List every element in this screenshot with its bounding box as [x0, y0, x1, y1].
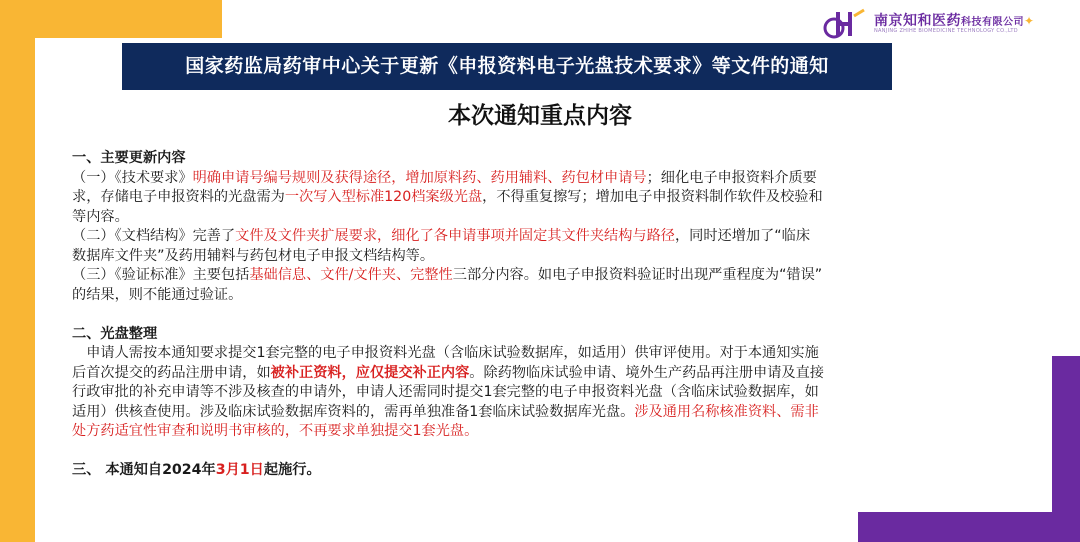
- section-3-effective-date: 三、 本通知自2024年3月1日起施行。: [72, 462, 321, 478]
- section-1-para-1-end: 等内容。: [72, 208, 129, 225]
- section-1-para-2-end: 数据库文件夹”及药用辅料与药包材电子申报文档结构等。: [72, 247, 435, 264]
- section-2-line-5: 处方药适宜性审查和说明书审核的，不再要求单独提交1套光盘。: [72, 423, 479, 439]
- section-2-line-4: 适用）供核查使用。涉及临床试验数据库资料的，需再单独准备1套临床试验数据库光盘。涉及通用名称核准资料、需非: [72, 403, 819, 420]
- section-1-para-2: （二）《文档结构》完善了文件及文件夹扩展要求，细化了各申请事项并固定其文件夹结构与路径，同时还增加了“临床: [72, 228, 811, 244]
- section-2-line-3: 行政审批的补充申请等不涉及核查的申请外，申请人还需同时提交1套完整的电子申报资料光盘（含临床试验数据库，如: [72, 384, 819, 400]
- orange-side-bar: [0, 0, 35, 542]
- logo-text: 南京知和医药科技有限公司✦: [874, 13, 1035, 29]
- sparkle-icon: ✦: [1024, 14, 1035, 28]
- section-2-line-1: 申请人需按本通知要求提交1套完整的电子申报资料光盘（含临床试验数据库，如适用）供审评使用。对于本通知实施: [72, 345, 819, 361]
- section-1-para-3-end: 的结果，则不能通过验证。: [72, 286, 243, 303]
- section-1-para-1-cont: 求，存储电子申报资料的光盘需为一次写入型标准120档案级光盘，不得重复擦写；增加电子申报资料制作软件及校验和: [72, 189, 823, 205]
- company-logo: [820, 6, 1050, 40]
- section-2-line-2: 后首次提交的药品注册申请，如被补正资料，应仅提交补正内容。除药物临床试验申请、境外生产药品再注册申请及直接: [72, 364, 824, 381]
- logo-subtitle: NANJING ZHIHE BIOMEDICINE TECHNOLOGY CO.,LTD: [874, 28, 1018, 34]
- notice-body: [72, 149, 1032, 481]
- section-1-para-3: （三）《验证标准》主要包括基础信息、文件/文件夹、完整性三部分内容。如电子申报资料验证时出现严重程度为“错误”: [72, 267, 823, 283]
- section-2-heading: 二、光盘整理: [72, 325, 158, 342]
- purple-corner-bar: [858, 512, 1080, 542]
- page-subtitle: 本次通知重点内容: [448, 103, 632, 129]
- section-1-heading: 一、主要更新内容: [72, 150, 186, 166]
- logo-mark-icon: [820, 6, 868, 40]
- section-1-para-1: （一）《技术要求》明确申请号编号规则及获得途径，增加原料药、药用辅料、药包材申请号；细化电子申报资料介质要: [72, 169, 817, 186]
- notice-title-banner: 国家药监局药审中心关于更新《申报资料电子光盘技术要求》等文件的通知: [122, 43, 892, 90]
